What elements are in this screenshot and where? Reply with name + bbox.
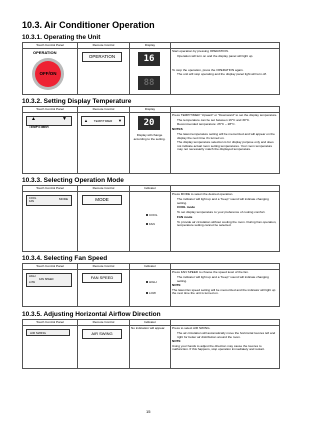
remote-temp-up-icon[interactable]: ▲: [84, 118, 88, 123]
display-lcd-on: 16: [138, 52, 160, 66]
col-header: Indicator: [130, 320, 171, 326]
col-header: Remote Control: [78, 320, 130, 326]
panel-cool-label: COOL: [29, 196, 37, 200]
fan-desc-1: Press FAN SPEED to choose the speed level of the fan.: [172, 270, 249, 274]
col-header: Indicator: [130, 186, 171, 192]
table-temperature: [22, 106, 280, 174]
desc-stop: To stop the operation, press the OPERATION again.: [172, 67, 244, 72]
ind-cool: COOL: [149, 213, 158, 217]
panel-high-label: HIGH: [29, 274, 36, 278]
temp-note-2: • The display temperature selection is for display purpose only and does not indicate actual room setting temperatures. Your room temperature may not necessarily match the displayed temperature.: [177, 141, 278, 152]
panel-mode-button[interactable]: [26, 195, 72, 206]
desc-start: Start operation by pressing OPERATION.: [172, 49, 229, 53]
fan-title: FAN mode: [177, 214, 193, 219]
col-header: Remote Control: [78, 43, 130, 49]
temp-up-icon[interactable]: ▲: [31, 116, 36, 122]
panel-temp-label: TEMP/TIMER: [29, 125, 49, 129]
notes-title: NOTES: [172, 127, 183, 132]
airflow-desc-bullet: • The air circulation will automatically move the horizontal louvres left and right for better air distribution around the room.: [177, 332, 278, 339]
airflow-desc-1: Press to select AIR SWING.: [172, 326, 211, 330]
temp-down-icon[interactable]: ▼: [62, 116, 67, 122]
page-title: 10.3. Air Conditioner Operation: [22, 20, 155, 30]
panel-low-label: LOW: [29, 280, 35, 284]
table-fan-speed: [22, 263, 280, 307]
remote-mode-button[interactable]: MODE: [82, 195, 122, 205]
section-title-airflow: 10.3.5. Adjusting Horizontal Airflow Direction: [22, 311, 161, 318]
temp-desc-1: Press TEMP/TIMER "Upward" or "Downward" to set the display temperature.: [172, 113, 278, 117]
section-title-mode: 10.3.3. Selecting Operation Mode: [22, 177, 124, 184]
col-header: Display: [130, 43, 171, 49]
low-indicator-dot: [146, 292, 148, 294]
col-header: Remote Control: [78, 264, 130, 270]
panel-operation-label: OPERATION: [33, 50, 57, 55]
fan-note-title: NOTE: [172, 282, 181, 287]
panel-fan-label: FAN: [29, 199, 35, 203]
panel-fan-speed-button[interactable]: [26, 273, 72, 287]
section-title-temperature: 10.3.2. Setting Display Temperature: [22, 98, 132, 105]
mode-desc-bullet: • The indicator will light up and a "beep" sound will indicate changing setting.: [177, 198, 278, 205]
table-operating: [22, 42, 280, 95]
table-airflow: [22, 319, 280, 369]
fan-text: To provide air circulation without cooling the room. During Fan operation, temperature setting cannot be selected.: [177, 219, 277, 228]
section-title-operating: 10.3.1. Operating the Unit: [22, 34, 101, 41]
col-header: Touch Control Panel: [23, 43, 78, 49]
remote-air-swing-button[interactable]: AIR SWING: [82, 329, 122, 339]
ind-low: LOW: [149, 291, 156, 295]
col-header: Indicator: [130, 264, 171, 270]
operation-ring: [32, 58, 64, 90]
cool-title: COOL mode: [177, 204, 195, 209]
col-header: Touch Control Panel: [23, 320, 78, 326]
temp-note-1: • The latest temperature setting will be memorized and will appear on the display the next time it's turned on.: [177, 133, 278, 140]
display-note: Display will change according to the setting.: [133, 133, 166, 141]
display-lcd-temp: 20: [138, 116, 160, 130]
temp-desc-bullet: • The temperature can be set between 16°C and 30°C.: [177, 119, 278, 123]
desc-stop-bullet: • The unit will stop operating and the display panel light will turn off.: [177, 73, 278, 77]
panel-fan-speed-label: FAN SPEED: [39, 277, 54, 281]
remote-operation-button[interactable]: OPERATION: [82, 52, 122, 62]
cool-indicator-dot: [146, 214, 148, 216]
section-title-fan-speed: 10.3.4. Selecting Fan Speed: [22, 255, 108, 262]
panel-air-swing-button[interactable]: AIR SWING: [26, 329, 70, 336]
page-number: 15: [146, 409, 151, 414]
temp-desc-2: Recommended temperature: 26°C ~ 28°C.: [177, 122, 236, 127]
desc-start-bullet: • Operation will turn on and the display panel will light up.: [177, 55, 278, 59]
high-indicator-dot: [146, 281, 148, 283]
col-header: Remote Control: [78, 186, 130, 192]
remote-temp-button[interactable]: [81, 116, 125, 126]
mode-desc-1: Press MODE to select the desired operation.: [172, 192, 234, 196]
ind-fan: FAN: [149, 222, 155, 226]
table-mode: [22, 185, 280, 252]
display-lcd-off: 88: [138, 76, 160, 90]
fan-note-text: The latest fan speed setting will be memorized and the indicator will light up the next time the unit is turned on.: [172, 287, 276, 296]
col-header: Touch Control Panel: [23, 264, 78, 270]
indicator-none: No indication will appear.: [130, 326, 171, 369]
ind-high: HIGH: [149, 280, 157, 284]
fan-desc-bullet: • The indicator will light up and a "beep" sound will indicate changing setting.: [177, 276, 278, 283]
airflow-note-title: NOTE: [172, 338, 181, 343]
col-header: Remote Control: [78, 107, 130, 113]
col-header: Touch Control Panel: [23, 186, 78, 192]
fan-indicator-dot: [146, 223, 148, 225]
cool-text: To set display temperature to your preference of cooling comfort.: [177, 209, 266, 214]
col-header: Display: [130, 107, 171, 113]
remote-fan-speed-button[interactable]: FAN SPEED: [82, 273, 122, 283]
col-header: Touch Control Panel: [23, 107, 78, 113]
remote-temp-down-icon[interactable]: ▼: [118, 118, 122, 123]
panel-mode-label: MODE: [59, 197, 68, 201]
airflow-note-text: Using your hands to adjust the direction may cause the louvres to malfunction. If this happens, stop operation immediately and restart.: [172, 343, 265, 352]
off-on-button[interactable]: OFF/ON: [35, 61, 61, 87]
remote-temp-label: TEMP/TIMER: [93, 119, 113, 123]
